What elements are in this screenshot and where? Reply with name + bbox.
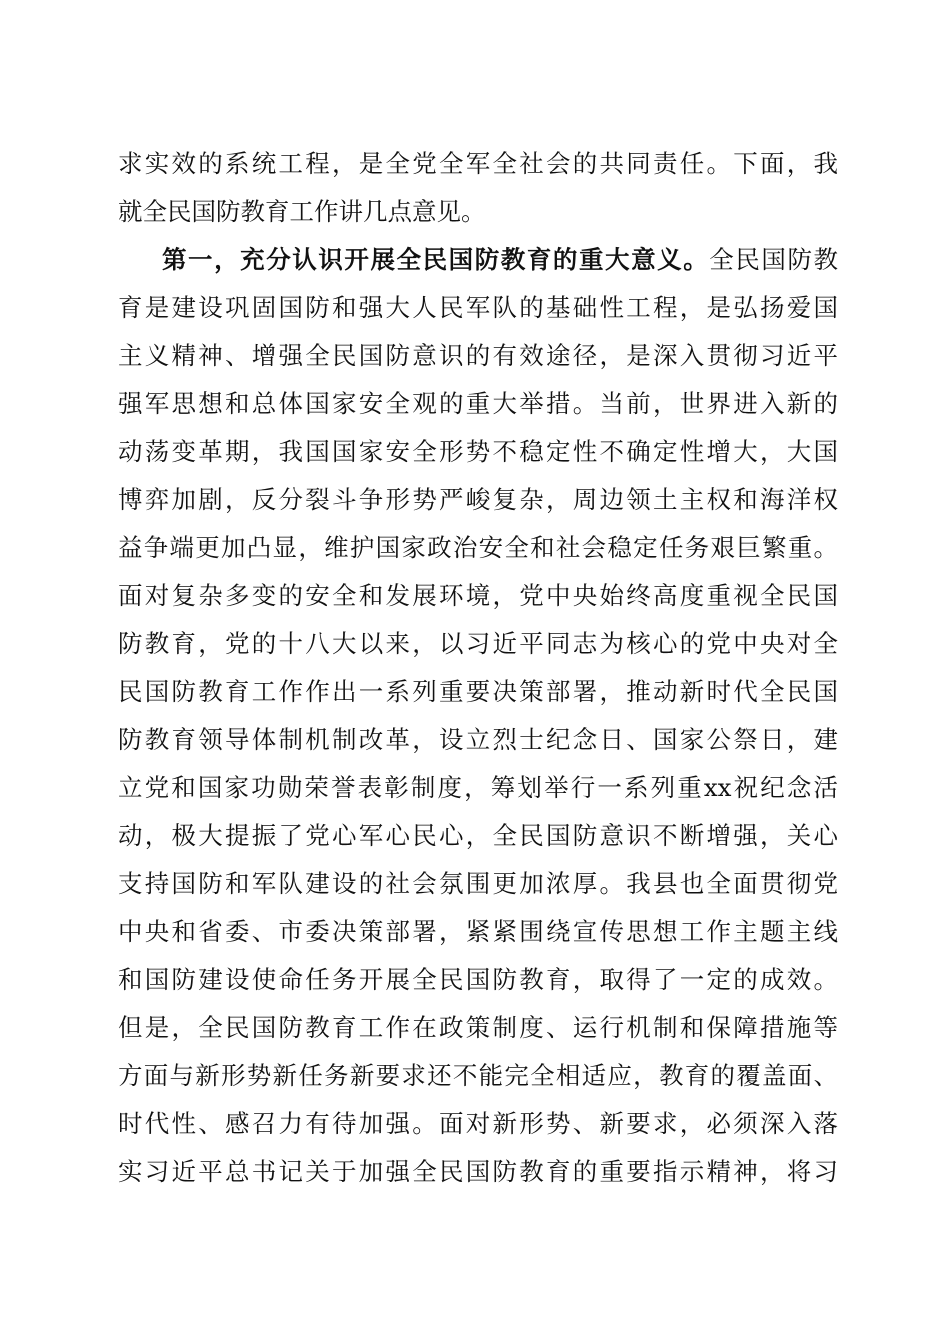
section-heading: 第一，充分认识开展全民国防教育的重大意义。 xyxy=(162,245,710,274)
body-text-line: 和国防建设使命任务开展全民国防教育，取得了一定的成效。 xyxy=(118,965,838,994)
body-text-line: 动，极大提振了党心军心民心，全民国防意识不断增强，关心 xyxy=(118,821,838,850)
body-text-line: 育是建设巩固国防和强大人民军队的基础性工程，是弘扬爱国 xyxy=(118,293,838,322)
body-text-line: 中央和省委、市委决策部署，紧紧围绕宣传思想工作主题主线 xyxy=(118,917,838,946)
body-text-line: 立党和国家功勋荣誉表彰制度，筹划举行一系列重xx祝纪念活 xyxy=(118,773,838,802)
body-text-line: 方面与新形势新任务新要求还不能完全相适应，教育的覆盖面、 xyxy=(118,1061,838,1090)
section-first-line xyxy=(162,236,838,284)
body-text-line: 支持国防和军队建设的社会氛围更加浓厚。我县也全面贯彻党 xyxy=(118,869,838,898)
section-intro-text: 全民国防教 xyxy=(709,245,838,274)
body-text-line: 求实效的系统工程，是全党全军全社会的共同责任。下面，我 xyxy=(118,149,838,178)
body-text-line: 强军思想和总体国家安全观的重大举措。当前，世界进入新的 xyxy=(118,389,838,418)
body-text-line: 但是，全民国防教育工作在政策制度、运行机制和保障措施等 xyxy=(118,1013,838,1042)
body-text-line: 动荡变革期，我国国家安全形势不稳定性不确定性增大，大国 xyxy=(118,437,838,466)
body-text-line: 实习近平总书记关于加强全民国防教育的重要指示精神，将习 xyxy=(118,1157,838,1186)
body-text-line: 民国防教育工作作出一系列重要决策部署，推动新时代全民国 xyxy=(118,677,838,706)
body-text-line: 博弈加剧，反分裂斗争形势严峻复杂，周边领土主权和海洋权 xyxy=(118,485,838,514)
body-text-line: 防教育，党的十八大以来，以习近平同志为核心的党中央对全 xyxy=(118,629,838,658)
body-text-line: 时代性、感召力有待加强。面对新形势、新要求，必须深入落 xyxy=(118,1109,838,1138)
body-text-line: 防教育领导体制机制改革，设立烈士纪念日、国家公祭日，建 xyxy=(118,725,838,754)
body-text-line: 就全民国防教育工作讲几点意见。 xyxy=(118,197,486,226)
body-text-line: 主义精神、增强全民国防意识的有效途径，是深入贯彻习近平 xyxy=(118,341,838,370)
body-text-line: 面对复杂多变的安全和发展环境，党中央始终高度重视全民国 xyxy=(118,581,838,610)
body-text-line: 益争端更加凸显，维护国家政治安全和社会稳定任务艰巨繁重。 xyxy=(118,533,838,562)
